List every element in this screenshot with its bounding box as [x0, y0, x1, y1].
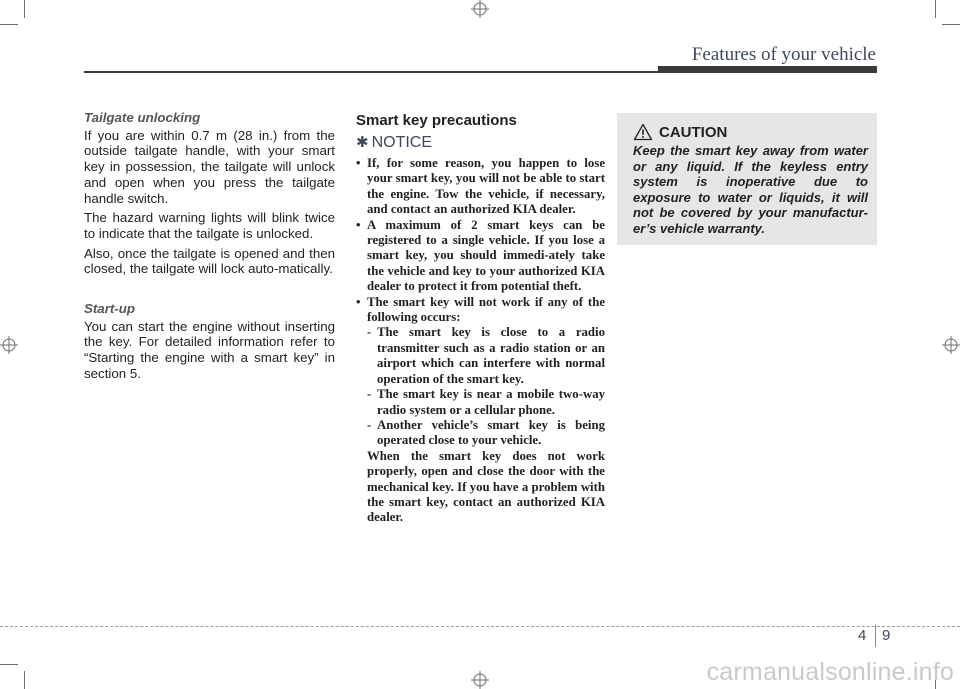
bullet-marker: •: [356, 217, 361, 232]
sub-list-item: [367, 387, 605, 418]
left-column: [84, 110, 335, 386]
sub-item-text: The smart key is near a mobile two-way radio system or a cellular phone.: [377, 387, 605, 417]
tailgate-paragraph: If you are within 0.7 m (28 in.) from the outside tailgate handle, with your smart key in possession, the tailgate will unlock and open when you press the tailgate handle switch.: [84, 127, 335, 206]
caution-text: Keep the smart key away from water or any liquid. If the keyless entry system is inoperative due to exposure to water or liquids, it will not be covered by your manufactur-er’s vehicle warranty.: [633, 143, 868, 236]
caution-box: [617, 113, 877, 245]
list-item: [356, 295, 605, 326]
notice-heading: [356, 133, 605, 152]
sub-list-item: [367, 325, 605, 387]
smart-key-precautions-title: Smart key precautions: [356, 112, 517, 129]
page-number: 9: [882, 627, 891, 644]
caution-title: CAUTION: [659, 123, 728, 141]
page-number-separator: [875, 625, 876, 647]
bullet-marker: •: [356, 156, 361, 170]
middle-column: [356, 112, 605, 526]
dash-marker: -: [367, 417, 372, 432]
spacer: [84, 281, 335, 301]
chapter-number: 4: [858, 627, 867, 644]
start-up-heading: Start-up: [84, 301, 135, 317]
watermark: carmanualsonline.info: [706, 658, 954, 686]
sub-item-text: The smart key is close to a radio transmitter such as a radio station or an airport which can interfere with normal operation of the smart key.: [377, 325, 605, 386]
warning-triangle-icon: [633, 123, 653, 141]
list-item: [356, 156, 605, 218]
closing-paragraph: When the smart key does not work properly, open and close the door with the mechanical key. If you have a problem with the smart key, contact an authorized KIA dealer.: [367, 448, 605, 525]
registration-mark-icon: [942, 336, 960, 354]
bullet-text: The smart key will not work if any of the following occurs:: [367, 294, 605, 325]
registration-mark-icon: [471, 671, 489, 689]
section-header-title: Features of your vehicle: [691, 44, 876, 65]
crop-mark: [24, 671, 25, 689]
sub-item-text: Another vehicle’s smart key is being operated close to your vehicle.: [377, 417, 605, 448]
tailgate-unlocking-heading: Tailgate unlocking: [84, 110, 201, 125]
start-up-paragraph: You can start the engine without inserting the key. For detailed information refer to “Starting the engine with a smart key” in section 5.: [84, 318, 335, 381]
list-item: [356, 218, 605, 295]
dash-marker: -: [367, 387, 372, 402]
crop-mark: [0, 24, 18, 25]
bullet-marker: •: [356, 294, 361, 309]
crop-mark: [24, 0, 25, 18]
tailgate-paragraph: Also, once the tailgate is opened and then closed, the tailgate will lock auto-matically.: [84, 245, 335, 277]
header-rule-accent: [658, 66, 877, 72]
sub-list: [367, 325, 605, 448]
footer-divider: [0, 626, 960, 627]
tailgate-paragraph: The hazard warning lights will blink twice to indicate that the tailgate is unlocked.: [84, 210, 335, 241]
bullet-text: If, for some reason, you happen to lose your smart key, you will not be able to start the engine. Tow the vehicle, if necessary, and contact an authorized KIA dealer.: [367, 156, 605, 217]
bullet-text: A maximum of 2 smart keys can be registered to a single vehicle. If you lose a smart key, you should immedi-ately take the vehicle and key to your authorized KIA dealer to protect it from potential theft.: [367, 217, 605, 294]
crop-mark: [0, 664, 18, 665]
crop-mark: [935, 0, 936, 18]
notice-body: [356, 156, 605, 526]
registration-mark-icon: [0, 336, 18, 354]
dash-marker: -: [367, 325, 372, 340]
registration-mark-icon: [471, 0, 489, 18]
notice-label: NOTICE: [371, 134, 433, 151]
crop-mark: [942, 24, 960, 25]
sub-list-item: [367, 418, 605, 449]
caution-header: [633, 121, 868, 143]
notice-star-icon: ✱: [356, 134, 369, 151]
